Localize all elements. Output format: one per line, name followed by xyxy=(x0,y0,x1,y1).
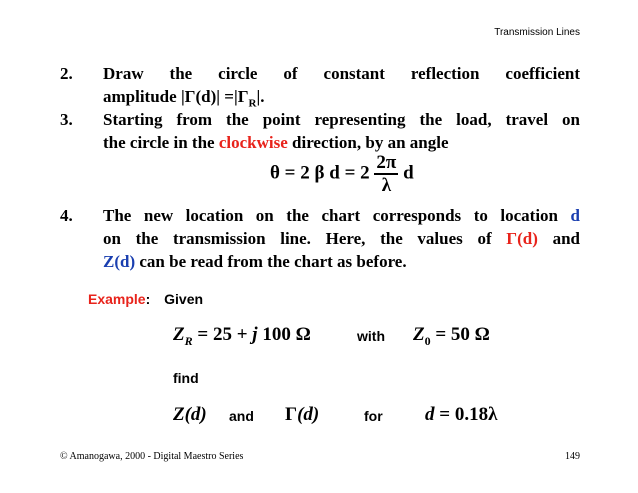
z0-symbol: Z xyxy=(413,324,425,345)
gamma-r-subscript: R xyxy=(248,97,257,110)
fraction xyxy=(374,153,398,195)
beta-symbol: β xyxy=(314,162,325,184)
zr-symbol: Z xyxy=(173,324,185,345)
item-3-number: 3. xyxy=(60,110,73,129)
angle-equation xyxy=(270,153,414,195)
item-4-number: 4. xyxy=(60,206,73,225)
eq-end: d xyxy=(398,162,414,184)
gamma-d-arg: (d) xyxy=(297,404,320,425)
gamma-d-symbol xyxy=(285,404,319,426)
load-impedance-eq xyxy=(173,324,311,349)
footer-copyright: © Amanogawa, 2000 - Digital Maestro Series xyxy=(60,451,244,462)
item-3-post: direction, by an angle xyxy=(287,133,449,152)
example-colon: : xyxy=(145,291,151,307)
eq-part-2: d = 2 xyxy=(324,162,375,184)
given-label: Given xyxy=(164,291,204,307)
gamma-r-prefix: |Γ xyxy=(233,87,249,106)
item-4-line3-post: can be read from the chart as before. xyxy=(135,252,407,271)
example-label: Example xyxy=(88,291,146,307)
clockwise-highlight: clockwise xyxy=(218,133,288,152)
d-symbol: d xyxy=(425,404,435,425)
for-label: for xyxy=(364,408,383,424)
with-label: with xyxy=(357,328,385,344)
item-3-line-2 xyxy=(103,133,580,153)
item-3-line-1: Starting from the point representing the load, travel on xyxy=(103,110,580,129)
item-4-pre: The new location on the chart corresponds to location xyxy=(103,206,571,225)
item-4-line-2 xyxy=(103,229,580,249)
item-4-line2-pre: on the transmission line. Here, the values of xyxy=(103,229,507,248)
item-3-pre: the circle in the xyxy=(103,133,219,152)
distance-eq xyxy=(425,404,497,426)
fraction-denominator: λ xyxy=(381,175,392,196)
gamma-r-magnitude xyxy=(233,87,261,110)
item-2-end: . xyxy=(260,87,265,106)
z0-rhs: = 50 Ω xyxy=(430,324,490,345)
char-impedance-eq xyxy=(413,324,490,349)
equals-sign: = xyxy=(220,87,234,106)
z-d-highlight: Z(d) xyxy=(103,252,136,271)
d-value: = 0.18λ xyxy=(434,404,498,425)
gamma-d-highlight: Γ(d) xyxy=(506,229,538,248)
item-4-line-3 xyxy=(103,252,580,272)
item-2-line-2 xyxy=(103,87,580,109)
j-symbol: j xyxy=(252,324,258,345)
and-label: and xyxy=(229,408,254,424)
item-2-prefix: amplitude xyxy=(103,87,181,106)
gamma-d-magnitude: |Γ(d)| xyxy=(180,87,221,106)
zr-value: 100 Ω xyxy=(257,324,311,345)
find-label: find xyxy=(173,370,199,386)
z-d-text: Z(d) xyxy=(173,404,207,425)
header-title: Transmission Lines xyxy=(494,27,580,38)
theta-symbol: θ xyxy=(270,162,280,184)
eq-part-1: = 2 xyxy=(279,162,315,184)
gamma-r-bar: | xyxy=(256,87,261,106)
gamma-symbol: Γ xyxy=(285,404,298,425)
example-line xyxy=(88,291,203,307)
item-4-line-1 xyxy=(103,206,580,226)
z-d-symbol xyxy=(173,404,207,426)
page-number: 149 xyxy=(565,451,580,462)
item-4-line2-post: and xyxy=(537,229,580,248)
zr-rhs: = 25 + xyxy=(192,324,253,345)
z0-subscript: 0 xyxy=(424,333,431,348)
location-d-highlight: d xyxy=(570,206,580,225)
zr-subscript: R xyxy=(184,333,193,348)
item-2-line-1: Draw the circle of constant reflection coefficient xyxy=(103,64,580,83)
item-2-number: 2. xyxy=(60,64,73,83)
fraction-numerator: 2π xyxy=(376,152,397,173)
